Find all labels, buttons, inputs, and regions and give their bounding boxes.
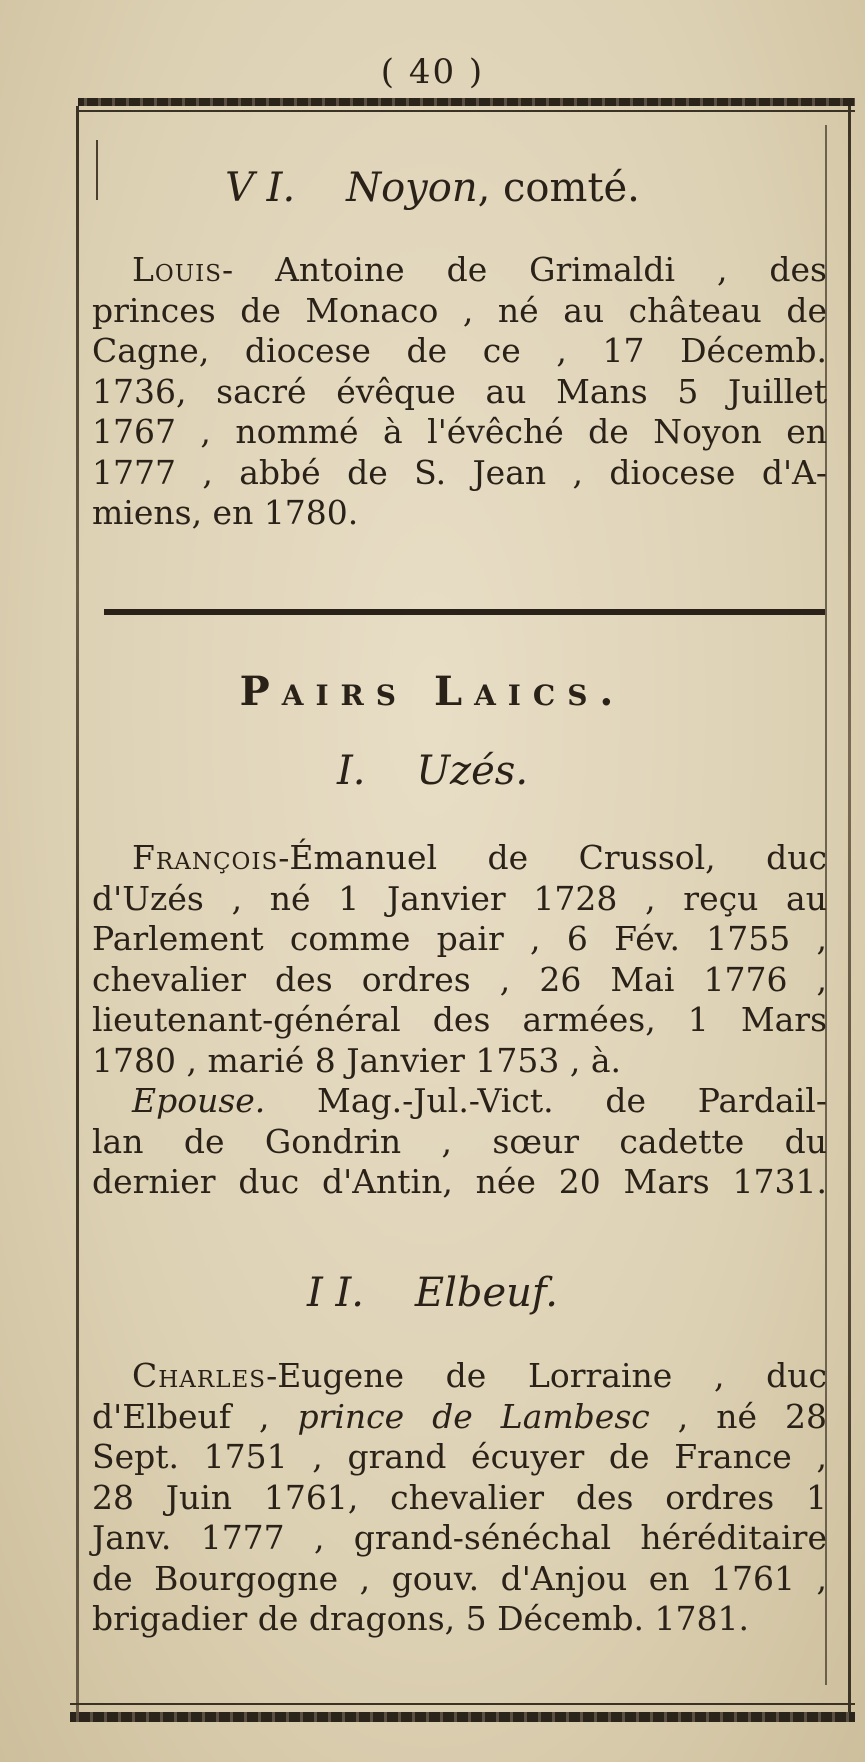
spouse-line: dernier duc d'Antin, née 20 Mars 1731. [92, 1162, 827, 1201]
heading-rest: , comté. [477, 165, 640, 211]
entry-line: 1777 , abbé de S. Jean , diocese d'A- [92, 452, 827, 492]
page-number: ( 40 ) [380, 52, 485, 92]
entry-line: Sept. 1751 , grand écuyer de France , [92, 1437, 827, 1476]
entry-uzes [92, 838, 827, 1203]
spouse-label: Epouse. [132, 1081, 266, 1120]
entry-elbeuf [92, 1356, 827, 1640]
entry-line: 1780 , marié 8 Janvier 1753 , à. [92, 1040, 622, 1080]
pairs-laics-heading: Pairs Laics. [239, 668, 626, 715]
heading-noyon [0, 165, 865, 211]
entry-lead-name: Charles [132, 1356, 267, 1395]
entry-line: miens, en 1780. [92, 493, 359, 532]
entry-line: de Bourgogne , gouv. d'Anjou en 1761 , [92, 1558, 827, 1598]
heading-number: V I. [225, 165, 296, 211]
heading-uzes [0, 748, 865, 794]
entry-line: lieutenant-général des armées, 1 Mars [92, 1000, 827, 1039]
entry-line: princes de Monaco , né au château de [92, 290, 827, 330]
title-italic: prince de Lambesc [297, 1396, 650, 1436]
heading-number: I I. [306, 1270, 365, 1316]
entry-lead-name: Louis [132, 250, 222, 289]
top-border-line [78, 110, 855, 112]
entry-line: brigadier de dragons, 5 Décemb. 1781. [92, 1599, 749, 1638]
heading-name: Uzés. [416, 748, 529, 794]
entry-line: 1767 , nommé à l'évêché de Noyon en [92, 412, 827, 451]
bottom-border-line [70, 1703, 855, 1705]
entry-lead-name: François [132, 838, 279, 877]
heading-number: I. [336, 748, 366, 794]
entry-line: Charles-Eugene de Lorraine , duc [132, 1356, 827, 1395]
spouse-line: Epouse. Mag.-Jul.-Vict. de Pardail- [132, 1081, 827, 1120]
entry-line: 1736, sacré évêque au Mans 5 Juillet [92, 371, 827, 411]
top-border-band [78, 98, 855, 106]
right-border-rule [848, 106, 851, 1716]
entry-line: Louis- Antoine de Grimaldi , des [132, 250, 827, 289]
spouse-line: lan de Gondrin , sœur cadette du [92, 1121, 827, 1161]
bottom-border-band [70, 1712, 855, 1722]
section-separator [104, 609, 825, 615]
entry-line: d'Uzés , né 1 Janvier 1728 , reçu au [92, 878, 827, 918]
heading-elbeuf [0, 1270, 865, 1316]
entry-noyon [92, 250, 827, 534]
left-border-rule [76, 106, 79, 1716]
entry-line: Janv. 1777 , grand-sénéchal héréditaire [92, 1518, 827, 1557]
entry-line: 28 Juin 1761, chevalier des ordres 1 [92, 1477, 827, 1517]
entry-line: chevalier des ordres , 26 Mai 1776 , [92, 959, 827, 999]
heading-name: Elbeuf. [414, 1270, 558, 1316]
entry-line: François-Émanuel de Crussol, duc [132, 838, 827, 877]
entry-line: Parlement comme pair , 6 Fév. 1755 , [92, 919, 827, 958]
entry-line: d'Elbeuf , prince de Lambesc , né 28 [92, 1396, 827, 1436]
heading-name: Noyon [346, 165, 478, 211]
entry-line: Cagne, diocese de ce , 17 Décemb. [92, 331, 827, 370]
